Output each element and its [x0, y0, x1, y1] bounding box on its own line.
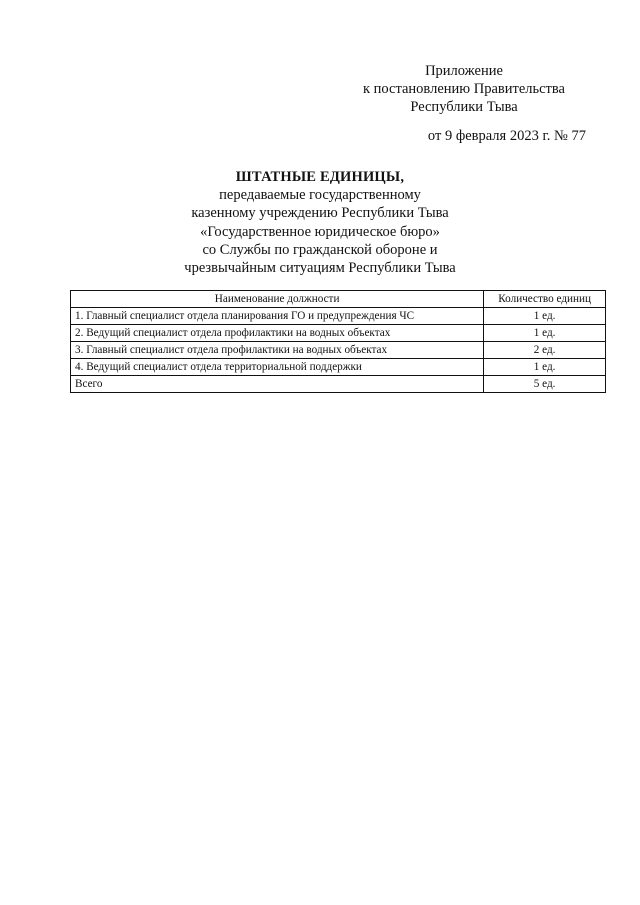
total-count-cell: 5 ед. [484, 376, 606, 393]
position-name-cell: 3. Главный специалист отдела профилактики на водных объектах [71, 342, 484, 359]
title-heading: ШТАТНЫЕ ЕДИНИЦЫ, [235, 169, 405, 185]
unit-count-cell: 2 ед. [484, 342, 606, 359]
unit-count-cell: 1 ед. [484, 308, 606, 325]
unit-count-cell: 1 ед. [484, 359, 606, 376]
unit-count-cell: 1 ед. [484, 325, 606, 342]
appendix-label: Приложение [425, 63, 503, 79]
title-line-4: со Службы по гражданской обороне и [202, 241, 438, 258]
header-position-name: Наименование должности [71, 291, 484, 308]
title-line-3: «Государственное юридическое бюро» [200, 223, 440, 240]
appendix-block [344, 62, 584, 116]
document-title [0, 168, 640, 277]
title-line-5: чрезвычайным ситуациям Республики Тыва [184, 260, 456, 277]
position-name-cell: 2. Ведущий специалист отдела профилактики на водных объектах [71, 325, 484, 342]
header-unit-count: Количество единиц [484, 291, 606, 308]
appendix-republic: Республики Тыва [410, 99, 518, 115]
title-line-1: передаваемые государственному [219, 187, 421, 204]
table-row [71, 308, 606, 325]
table-total-row [71, 376, 606, 393]
resolution-date: от 9 февраля 2023 г. № 77 [427, 128, 586, 144]
table-header-row [71, 291, 606, 308]
table-row [71, 359, 606, 376]
appendix-resolution: к постановлению Правительства [363, 81, 565, 97]
table-row [71, 342, 606, 359]
total-label-cell: Всего [71, 376, 484, 393]
title-line-2: казенному учреждению Республики Тыва [191, 205, 449, 222]
staff-units-table [70, 290, 606, 393]
position-name-cell: 1. Главный специалист отдела планирования ГО и предупреждения ЧС [71, 308, 484, 325]
position-name-cell: 4. Ведущий специалист отдела территориальной поддержки [71, 359, 484, 376]
table-row [71, 325, 606, 342]
